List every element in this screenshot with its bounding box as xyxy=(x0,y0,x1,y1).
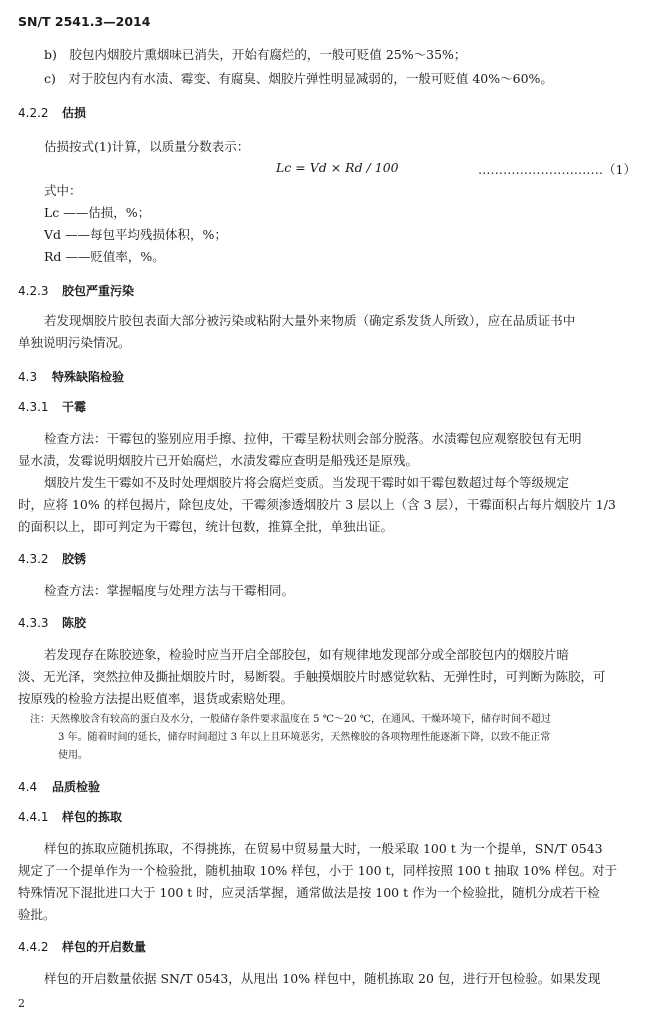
section-title: 估损 xyxy=(62,106,87,120)
section-title: 特殊缺陷检验 xyxy=(52,370,125,384)
section-number: 4.2.2 xyxy=(18,106,49,120)
paragraph-line: 检查方法：干霉包的鉴别应用手擦、拉伸，干霉呈粉状则会部分脱落。水渍霉包应观察胶包有无明 xyxy=(44,431,582,446)
page-number: 2 xyxy=(18,997,25,1010)
paragraph-line: 按原残的检验方法提出贬值率，退货或索赔处理。 xyxy=(18,691,294,706)
formula: Lc = Vd × Rd / 100 xyxy=(276,160,399,175)
paragraph: 检查方法：掌握幅度与处理方法与干霉相同。 xyxy=(44,583,295,598)
paragraph: 样包的开启数量依据 SN/T 0543，从甩出 10% 样包中，随机拣取 20 包，进行开包检验。如果发现 xyxy=(44,971,601,986)
section-4-4-1 xyxy=(18,808,122,826)
paragraph-line: 的面积以上，即可判定为干霉包，统计包数，推算全批，单独出证。 xyxy=(18,519,394,534)
section-number: 4.3.3 xyxy=(18,616,49,630)
paragraph-line: 单独说明污染情况。 xyxy=(18,335,131,350)
paragraph-line: 样包的拣取应随机拣取，不得挑拣，在贸易中贸易量大时，一般采取 100 t 为一个提单，SN/T 0543 xyxy=(44,841,603,856)
section-number: 4.4.1 xyxy=(18,810,49,824)
section-title: 胶锈 xyxy=(62,552,87,566)
standard-number: SN/T 2541.3—2014 xyxy=(18,14,151,29)
section-4-4 xyxy=(18,778,100,796)
section-title: 胶包严重污染 xyxy=(62,284,135,298)
note-line: 使用。 xyxy=(58,750,88,761)
section-title: 品质检验 xyxy=(52,780,101,794)
section-number: 4.4.2 xyxy=(18,940,49,954)
section-title: 样包的拣取 xyxy=(62,810,123,824)
paragraph-line: 显水渍，发霉说明烟胶片已开始腐烂，水渍发霉应查明是船残还是原残。 xyxy=(18,453,419,468)
section-number: 4.4 xyxy=(18,780,38,794)
paragraph-line: 特殊情况下混批进口大于 100 t 时，应灵活掌握，通常做法是按 100 t 作为一个检验批，随机分成若干检 xyxy=(18,885,600,900)
section-4-3-2 xyxy=(18,550,86,568)
section-4-3 xyxy=(18,368,124,386)
section-4-3-3 xyxy=(18,614,86,632)
definition: Rd ——贬值率，%。 xyxy=(44,249,165,264)
section-number: 4.3.2 xyxy=(18,552,49,566)
item-c: c) 对于胶包内有水渍、霉变、有腐臭、烟胶片弹性明显减弱的，一般可贬值 40%～60%。 xyxy=(44,71,553,86)
where-label: 式中： xyxy=(44,183,82,198)
section-number: 4.3.1 xyxy=(18,400,49,414)
section-title: 样包的开启数量 xyxy=(62,940,147,954)
paragraph: 估损按式(1)计算，以质量分数表示： xyxy=(44,139,250,154)
paragraph-line: 淡、无光泽，突然拉伸及撕扯烟胶片时，易断裂。手触摸烟胶片时感觉软粘、无弹性时，可判断为陈胶，可 xyxy=(18,669,606,684)
note-line: 3 年。随着时间的延长，储存时间超过 3 年以上且环境恶劣，天然橡胶的各项物理性能逐渐下降，以致不能正常 xyxy=(58,732,551,743)
item-b: b) 胶包内烟胶片熏烟味已消失，开始有腐烂的，一般可贬值 25%～35%； xyxy=(44,47,467,62)
section-4-2-3 xyxy=(18,282,134,300)
section-number: 4.3 xyxy=(18,370,38,384)
section-number: 4.2.3 xyxy=(18,284,49,298)
definition: Lc ——估损，%； xyxy=(44,205,151,220)
section-4-3-1 xyxy=(18,398,86,416)
section-title: 干霉 xyxy=(62,400,87,414)
section-4-2-2 xyxy=(18,104,86,122)
paragraph-line: 若发现存在陈胶迹象，检验时应当开启全部胶包，如有规律地发现部分或全部胶包内的烟胶片暗 xyxy=(44,647,570,662)
paragraph-line: 规定了一个提单作为一个检验批，随机抽取 10% 样包，小于 100 t，同样按照 100 t 抽取 10% 样包。对于 xyxy=(18,863,618,878)
paragraph-line: 时，应将 10% 的样包揭片，除包皮处，干霉须渗透烟胶片 3 层以上（含 3 层），干霉面积占每片烟胶片 1/3 xyxy=(18,497,616,512)
note-line: 注：天然橡胶含有较高的蛋白及水分，一般储存条件要求温度在 5 ℃～20 ℃，在通风、干燥环境下，储存时间不超过 xyxy=(30,714,551,725)
definition: Vd ——每包平均残损体积，%； xyxy=(44,227,227,242)
section-4-4-2 xyxy=(18,938,146,956)
paragraph-line: 若发现烟胶片胶包表面大部分被污染或粘附大量外来物质（确定系发货人所致），应在品质证书中 xyxy=(44,313,576,328)
paragraph-line: 验批。 xyxy=(18,907,56,922)
section-title: 陈胶 xyxy=(62,616,87,630)
paragraph-line: 烟胶片发生干霉如不及时处理烟胶片将会腐烂变质。当发现干霉时如干霉包数超过每个等级规定 xyxy=(44,475,570,490)
formula-number: …………………………（1） xyxy=(478,162,636,177)
